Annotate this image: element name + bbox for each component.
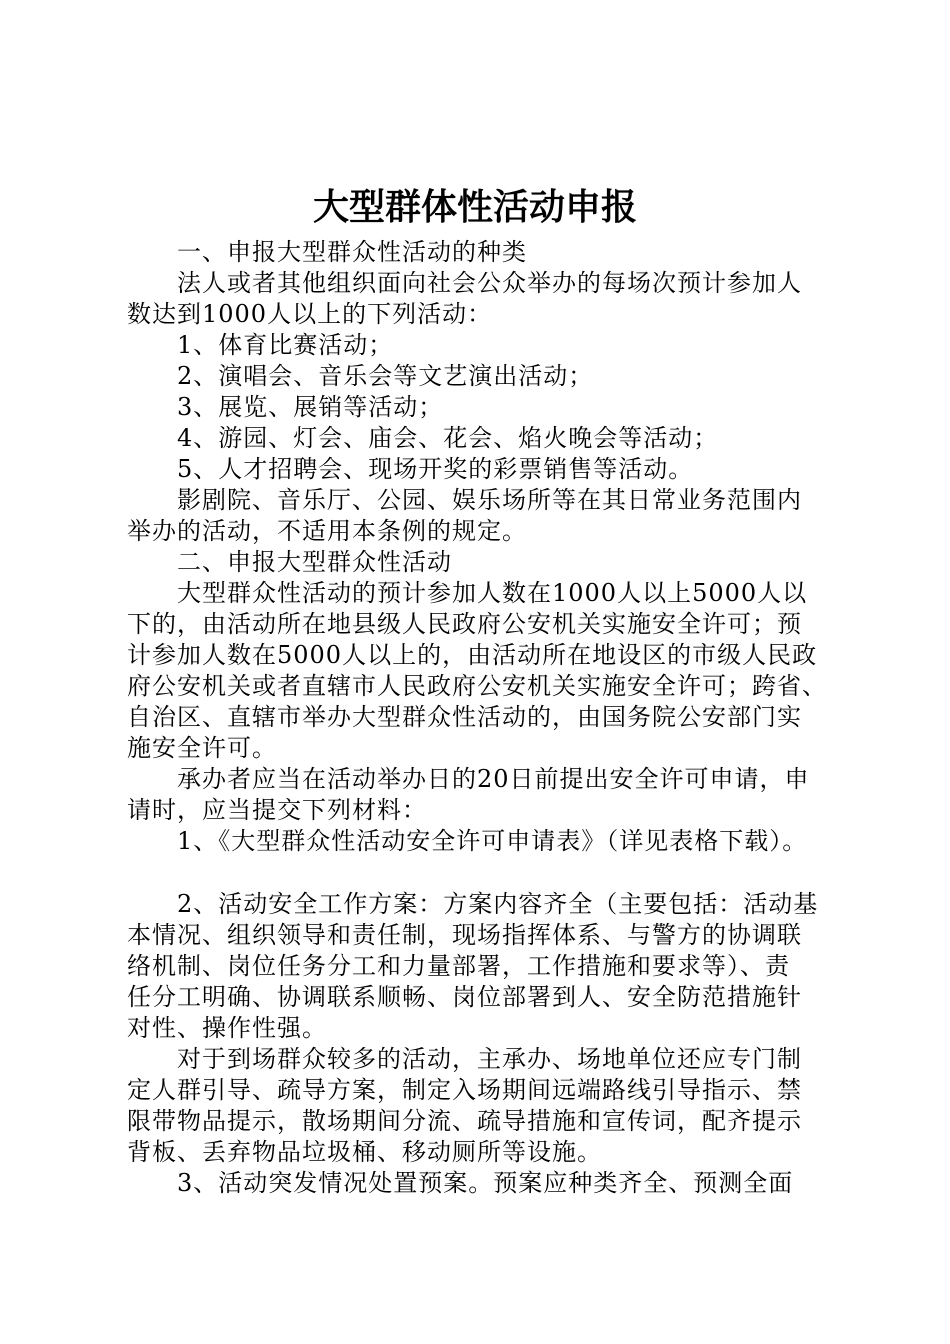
paragraph-line: 背板、丢弃物品垃圾桶、移动厕所等设施。 (127, 1138, 602, 1166)
paragraph-line: 定人群引导、疏导方案，制定入场期间远端路线引导指示、禁 (127, 1076, 802, 1104)
paragraph-line: 请时，应当提交下列材料： (127, 796, 427, 824)
paragraph-line: 限带物品提示，散场期间分流、疏导措施和宣传词，配齐提示 (127, 1107, 802, 1135)
paragraph-line: 法人或者其他组织面向社会公众举办的每场次预计参加人 (127, 269, 802, 297)
list-item: 1、《大型群众性活动安全许可申请表》（详见表格下载）。 (127, 827, 808, 855)
paragraph-line: 承办者应当在活动举办日的20日前提出安全许可申请，申 (127, 765, 810, 793)
paragraph-line: 施安全许可。 (127, 734, 277, 762)
paragraph-line: 影剧院、音乐厅、公园、娱乐场所等在其日常业务范围内 (127, 486, 802, 514)
document-title: 大型群体性活动申报 (312, 187, 637, 228)
paragraph-line: 数达到1000人以上的下列活动： (127, 300, 493, 328)
paragraph-line: 络机制、岗位任务分工和力量部署，工作措施和要求等）、责 (127, 952, 790, 980)
paragraph-line: 自治区、直辖市举办大型群众性活动的，由国务院公安部门实 (127, 703, 802, 731)
list-item: 3、展览、展销等活动； (127, 393, 444, 421)
heading-line: 二、申报大型群众性活动 (127, 548, 452, 576)
paragraph-line: 本情况、组织领导和责任制，现场指挥体系、与警方的协调联 (127, 921, 802, 949)
list-item: 2、活动安全工作方案：方案内容齐全（主要包括：活动基 (127, 890, 819, 918)
heading-line: 一、申报大型群众性活动的种类 (127, 238, 527, 266)
paragraph-line: 下的，由活动所在地县级人民政府公安机关实施安全许可；预 (127, 610, 802, 638)
list-item: 3、活动突发情况处置预案。预案应种类齐全、预测全面 (127, 1169, 794, 1197)
list-item: 2、演唱会、音乐会等文艺演出活动； (127, 362, 594, 390)
list-item: 4、游园、灯会、庙会、花会、焰火晚会等活动； (127, 424, 719, 452)
paragraph-line: 任分工明确、协调联系顺畅、岗位部署到人、安全防范措施针 (127, 983, 802, 1011)
paragraph-line: 计参加人数在5000人以上的，由活动所在地设区的市级人民政 (127, 641, 818, 669)
list-item: 1、体育比赛活动； (127, 331, 394, 359)
list-item: 5、人才招聘会、现场开奖的彩票销售等活动。 (127, 455, 694, 483)
paragraph-line: 府公安机关或者直辖市人民政府公安机关实施安全许可；跨省、 (127, 672, 827, 700)
paragraph-line: 大型群众性活动的预计参加人数在1000人以上5000人以 (127, 579, 808, 607)
paragraph-line: 举办的活动，不适用本条例的规定。 (127, 517, 527, 545)
paragraph-line: 对性、操作性强。 (127, 1014, 327, 1042)
paragraph-line: 对于到场群众较多的活动，主承办、场地单位还应专门制 (127, 1045, 802, 1073)
